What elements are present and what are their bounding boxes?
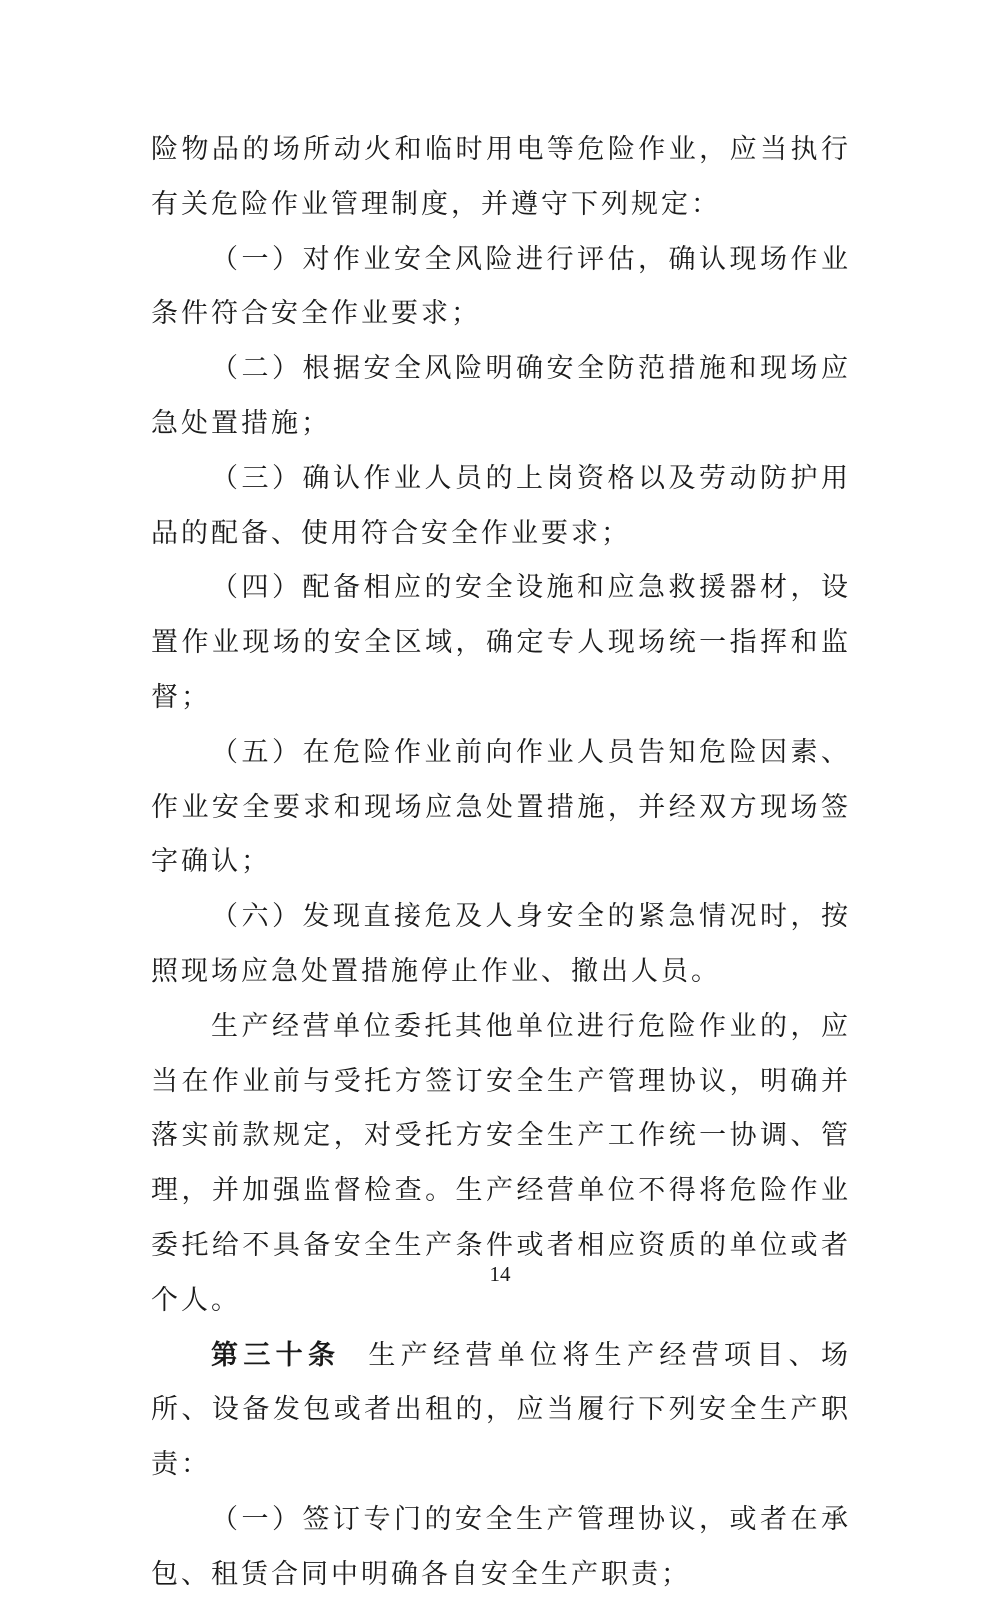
list-item-2: （二）根据安全风险明确安全防范措施和现场应急处置措施；: [151, 353, 851, 439]
page-number: 14: [489, 1262, 511, 1286]
article-30-item-1: （一）签订专门的安全生产管理协议，或者在承包、租赁合同中明确各自安全生产职责；: [151, 1503, 851, 1590]
list-item-5: （五）在危险作业前向作业人员告知危险因素、作业安全要求和现场应急处置措施，并经双方现场签字确认；: [151, 736, 851, 878]
list-item-1: （一）对作业安全风险进行评估，确认现场作业条件符合安全作业要求；: [151, 243, 851, 330]
article-30-text: 生产经营单位将生产经营项目、场所、设备发包或者出租的，应当履行下列安全生产职责：: [151, 1339, 852, 1481]
article-30: [151, 1329, 851, 1493]
list-item-3: （三）确认作业人员的上岗资格以及劳动防护用品的配备、使用符合安全作业要求；: [151, 462, 851, 549]
paragraph-delegation: 生产经营单位委托其他单位进行危险作业的，应当在作业前与受托方签订安全生产管理协议，明确并落实前款规定，对受托方安全生产工作统一协调、管理，并加强监督检查。生产经营单位不得将危险作业委托给不具备安全生产条件或者相应资质的单位或者个人。: [151, 1010, 851, 1316]
paragraph-continuation: 险物品的场所动火和临时用电等危险作业，应当执行有关危险作业管理制度，并遵守下列规定：: [151, 134, 851, 220]
list-item-6: （六）发现直接危及人身安全的紧急情况时，按照现场应急处置措施停止作业、撤出人员。: [151, 901, 851, 987]
article-heading: 第三十条: [211, 1339, 341, 1371]
list-item-4: （四）配备相应的安全设施和应急救援器材，设置作业现场的安全区域，确定专人现场统一指挥和监督；: [151, 572, 851, 713]
document-body: [151, 123, 851, 1603]
